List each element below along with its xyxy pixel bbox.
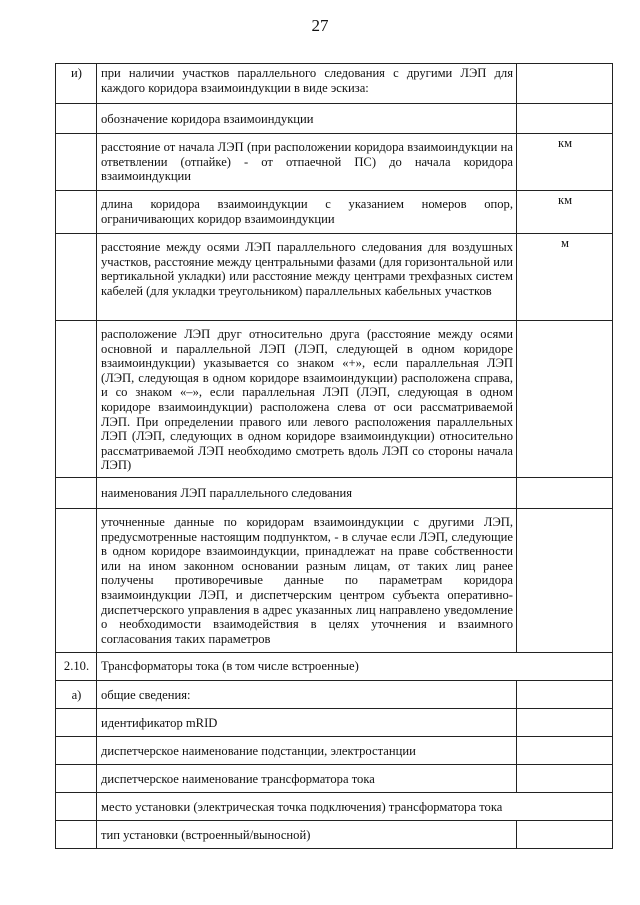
table-row bbox=[56, 64, 613, 104]
row-unit bbox=[517, 478, 613, 509]
table-row bbox=[56, 509, 613, 653]
table-row bbox=[56, 234, 613, 321]
row-number: и) bbox=[56, 64, 97, 104]
row-number bbox=[56, 709, 97, 737]
row-text: расположение ЛЭП друг относительно друга (расстояние между осями основной и параллельной ЛЭП (ЛЭП, следующей в одном коридоре взаимоиндукции) указывается со знаком «+», если параллельная ЛЭП (ЛЭП, следующая в одном коридоре взаимоиндукции) расположена справа, и со знаком «–», если параллельная ЛЭП (ЛЭП, следующая в одном коридоре взаимоиндукции) расположена слева от оси рассматриваемой ЛЭП. При определении правого или левого расположения параллельных ЛЭП (ЛЭП, следующих в одном коридоре взаимоиндукции) относительно рассматриваемой ЛЭП необходимо смотреть вдоль ЛЭП со стороны начала ЛЭП) bbox=[97, 321, 517, 478]
row-unit bbox=[517, 709, 613, 737]
page-number: 27 bbox=[311, 16, 329, 35]
row-number bbox=[56, 104, 97, 134]
row-text: общие сведения: bbox=[97, 681, 517, 709]
row-unit: м bbox=[517, 234, 613, 321]
row-text: диспетчерское наименование подстанции, электростанции bbox=[97, 737, 517, 765]
row-text: при наличии участков параллельного следования с другими ЛЭП для каждого коридора взаимоиндукции в виде эскиза: bbox=[97, 64, 517, 104]
table-row bbox=[56, 681, 613, 709]
row-number bbox=[56, 821, 97, 849]
row-unit bbox=[517, 104, 613, 134]
row-number bbox=[56, 321, 97, 478]
row-text: обозначение коридора взаимоиндукции bbox=[97, 104, 517, 134]
table-row bbox=[56, 765, 613, 793]
row-unit bbox=[517, 681, 613, 709]
table-row bbox=[56, 821, 613, 849]
row-unit bbox=[517, 737, 613, 765]
row-text: наименования ЛЭП параллельного следования bbox=[97, 478, 517, 509]
row-number bbox=[56, 737, 97, 765]
row-text: расстояние между осями ЛЭП параллельного следования для воздушных участков, расстояние между центральными фазами (для горизонтальной или вертикальной укладки) или расстояние между центрами трехфазных систем кабелей (для укладки треугольником) параллельных кабельных участков bbox=[97, 234, 517, 321]
row-text: тип установки (встроенный/выносной) bbox=[97, 821, 517, 849]
row-unit bbox=[517, 321, 613, 478]
row-number bbox=[56, 765, 97, 793]
row-number bbox=[56, 191, 97, 234]
row-text: диспетчерское наименование трансформатора тока bbox=[97, 765, 517, 793]
table-row bbox=[56, 191, 613, 234]
row-number bbox=[56, 134, 97, 191]
table-row bbox=[56, 793, 613, 821]
table-row bbox=[56, 321, 613, 478]
row-number bbox=[56, 478, 97, 509]
section-number: 2.10. bbox=[56, 653, 97, 681]
row-number bbox=[56, 793, 97, 821]
row-unit: км bbox=[517, 134, 613, 191]
row-unit bbox=[517, 821, 613, 849]
table-row bbox=[56, 134, 613, 191]
requirements-table bbox=[55, 63, 613, 849]
row-number bbox=[56, 509, 97, 653]
row-text: идентификатор mRID bbox=[97, 709, 517, 737]
row-text: место установки (электрическая точка подключения) трансформатора тока bbox=[97, 793, 613, 821]
row-unit bbox=[517, 765, 613, 793]
table-row bbox=[56, 709, 613, 737]
row-text: длина коридора взаимоиндукции с указанием номеров опор, ограничивающих коридор взаимоиндукции bbox=[97, 191, 517, 234]
row-text: уточненные данные по коридорам взаимоиндукции с другими ЛЭП, предусмотренные настоящим подпунктом, - в случае если ЛЭП, следующие в одном коридоре взаимоиндукции, принадлежат на праве собственности или на ином законном основании разным лицам, от таких лиц ранее получены противоречивые данные по параметрам коридора взаимоиндукции ЛЭП, и диспетчерским центром субъекта оперативно-диспетчерского управления в адрес указанных лиц направлено уведомление о необходимости взаимодействия в целях уточнения и взаимного согласования таких параметров bbox=[97, 509, 517, 653]
row-text: расстояние от начала ЛЭП (при расположении коридора взаимоиндукции на ответвлении (отпайке) - от отпаечной ПС) до начала коридора взаимоиндукции bbox=[97, 134, 517, 191]
section-row bbox=[56, 653, 613, 681]
table-row bbox=[56, 478, 613, 509]
row-unit: км bbox=[517, 191, 613, 234]
row-number: а) bbox=[56, 681, 97, 709]
table-row bbox=[56, 104, 613, 134]
row-unit bbox=[517, 509, 613, 653]
row-number bbox=[56, 234, 97, 321]
section-title: Трансформаторы тока (в том числе встроенные) bbox=[97, 653, 613, 681]
row-unit bbox=[517, 64, 613, 104]
table-row bbox=[56, 737, 613, 765]
